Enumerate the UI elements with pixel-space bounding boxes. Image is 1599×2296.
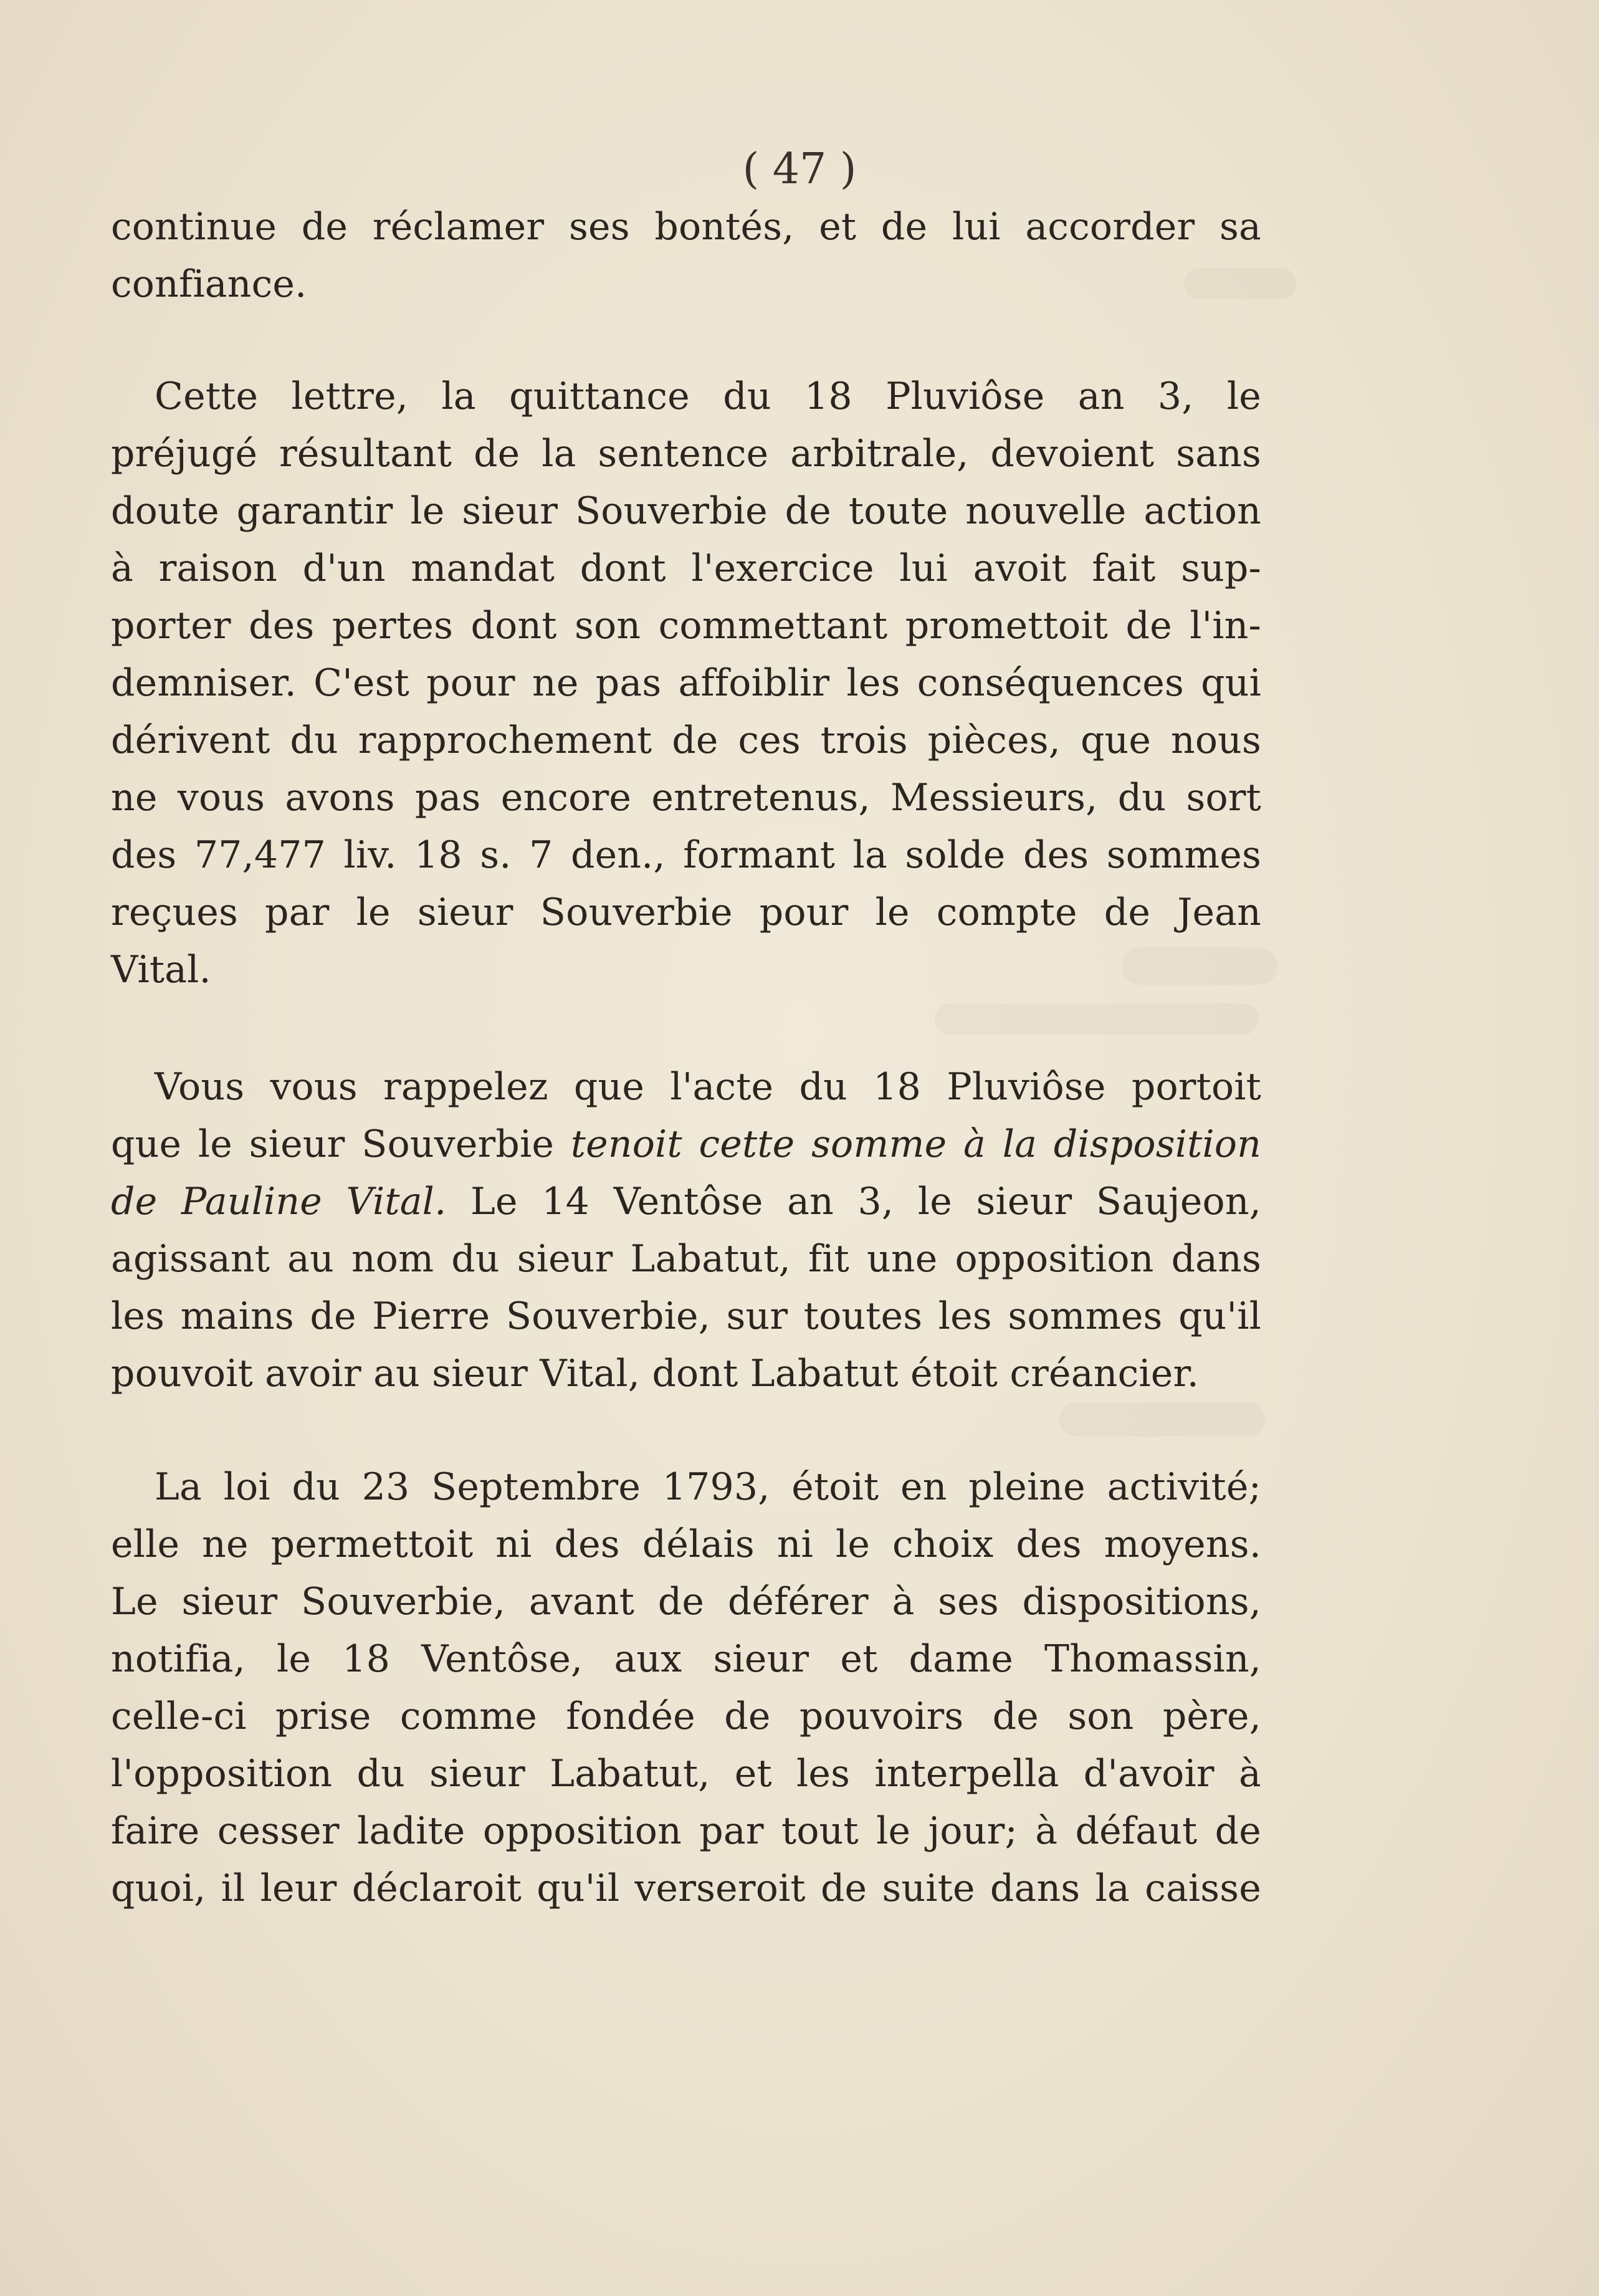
paragraph-1-line-2: confiance. <box>111 262 307 306</box>
paragraph-2-line-3: doute garantir le sieur Souverbie de toute nouvelle action <box>111 489 1261 533</box>
paragraph-2-line-4: à raison d'un mandat dont l'exercice lui avoit fait sup- <box>111 547 1261 590</box>
paragraph-3-line-5: les mains de Pierre Souverbie, sur toutes les sommes qu'il <box>111 1294 1261 1338</box>
paragraph-2-line-1: Cette lettre, la quittance du 18 Pluviôse an 3, le <box>155 375 1261 418</box>
paragraph-2 <box>111 368 1261 998</box>
paragraph-2-line-5: porter des pertes dont son commettant promettoit de l'in- <box>111 604 1261 648</box>
paragraph-2-line-10: reçues par le sieur Souverbie pour le compte de Jean <box>111 891 1261 934</box>
paragraph-4-line-4: notifia, le 18 Ventôse, aux sieur et dame Thomassin, <box>111 1637 1261 1681</box>
paragraph-4-line-8: quoi, il leur déclaroit qu'il verseroit de suite dans la caisse <box>111 1867 1261 1910</box>
paragraph-2-line-6: demniser. C'est pour ne pas affoiblir les conséquences qui <box>111 661 1261 705</box>
paragraph-4-line-3: Le sieur Souverbie, avant de déférer à ses dispositions, <box>111 1580 1261 1624</box>
paragraph-3-line-3-plain: Le 14 Ventôse an 3, le sieur Saujeon, <box>446 1180 1261 1223</box>
paragraph-4-line-1: La loi du 23 Septembre 1793, étoit en pleine activité; <box>155 1465 1261 1509</box>
paragraph-3-line-2-plain: que le sieur Souverbie <box>111 1122 571 1166</box>
page-number: ( 47 ) <box>742 145 857 194</box>
paragraph-4 <box>111 1458 1261 1917</box>
paragraph-4-line-6: l'opposition du sieur Labatut, et les interpella d'avoir à <box>111 1752 1261 1796</box>
paragraph-2-line-11: Vital. <box>111 948 211 992</box>
paragraph-3-line-4: agissant au nom du sieur Labatut, fit une opposition dans <box>111 1237 1261 1281</box>
paragraph-2-line-7: dérivent du rapprochement de ces trois pièces, que nous <box>111 719 1261 762</box>
paragraph-2-line-8: ne vous avons pas encore entretenus, Messieurs, du sort <box>111 776 1261 820</box>
paragraph-3-line-1: Vous vous rappelez que l'acte du 18 Pluviôse portoit <box>155 1065 1261 1109</box>
paragraph-3-line-3 <box>111 1173 1261 1230</box>
paragraph-3-line-3-italic: de Pauline Vital. <box>111 1180 447 1223</box>
paragraph-2-line-9: des 77,477 liv. 18 s. 7 den., formant la solde des sommes <box>111 833 1261 877</box>
paragraph-3 <box>111 1058 1261 1402</box>
paragraph-1 <box>111 198 1261 313</box>
paragraph-4-line-5: celle-ci prise comme fondée de pouvoirs de son père, <box>111 1695 1261 1738</box>
paragraph-3-line-2 <box>111 1116 1261 1173</box>
paragraph-3-line-2-italic: tenoit cette somme à la disposition <box>570 1122 1261 1166</box>
paragraph-2-line-2: préjugé résultant de la sentence arbitrale, devoient sans <box>111 432 1261 476</box>
paragraph-1-line-1: continue de réclamer ses bontés, et de lui accorder sa <box>111 205 1261 249</box>
paragraph-3-line-6: pouvoit avoir au sieur Vital, dont Labatut étoit créancier. <box>111 1352 1200 1395</box>
paragraph-4-line-7: faire cesser ladite opposition par tout le jour; à défaut de <box>111 1809 1261 1853</box>
paragraph-4-line-2: elle ne permettoit ni des délais ni le choix des moyens. <box>111 1523 1261 1566</box>
